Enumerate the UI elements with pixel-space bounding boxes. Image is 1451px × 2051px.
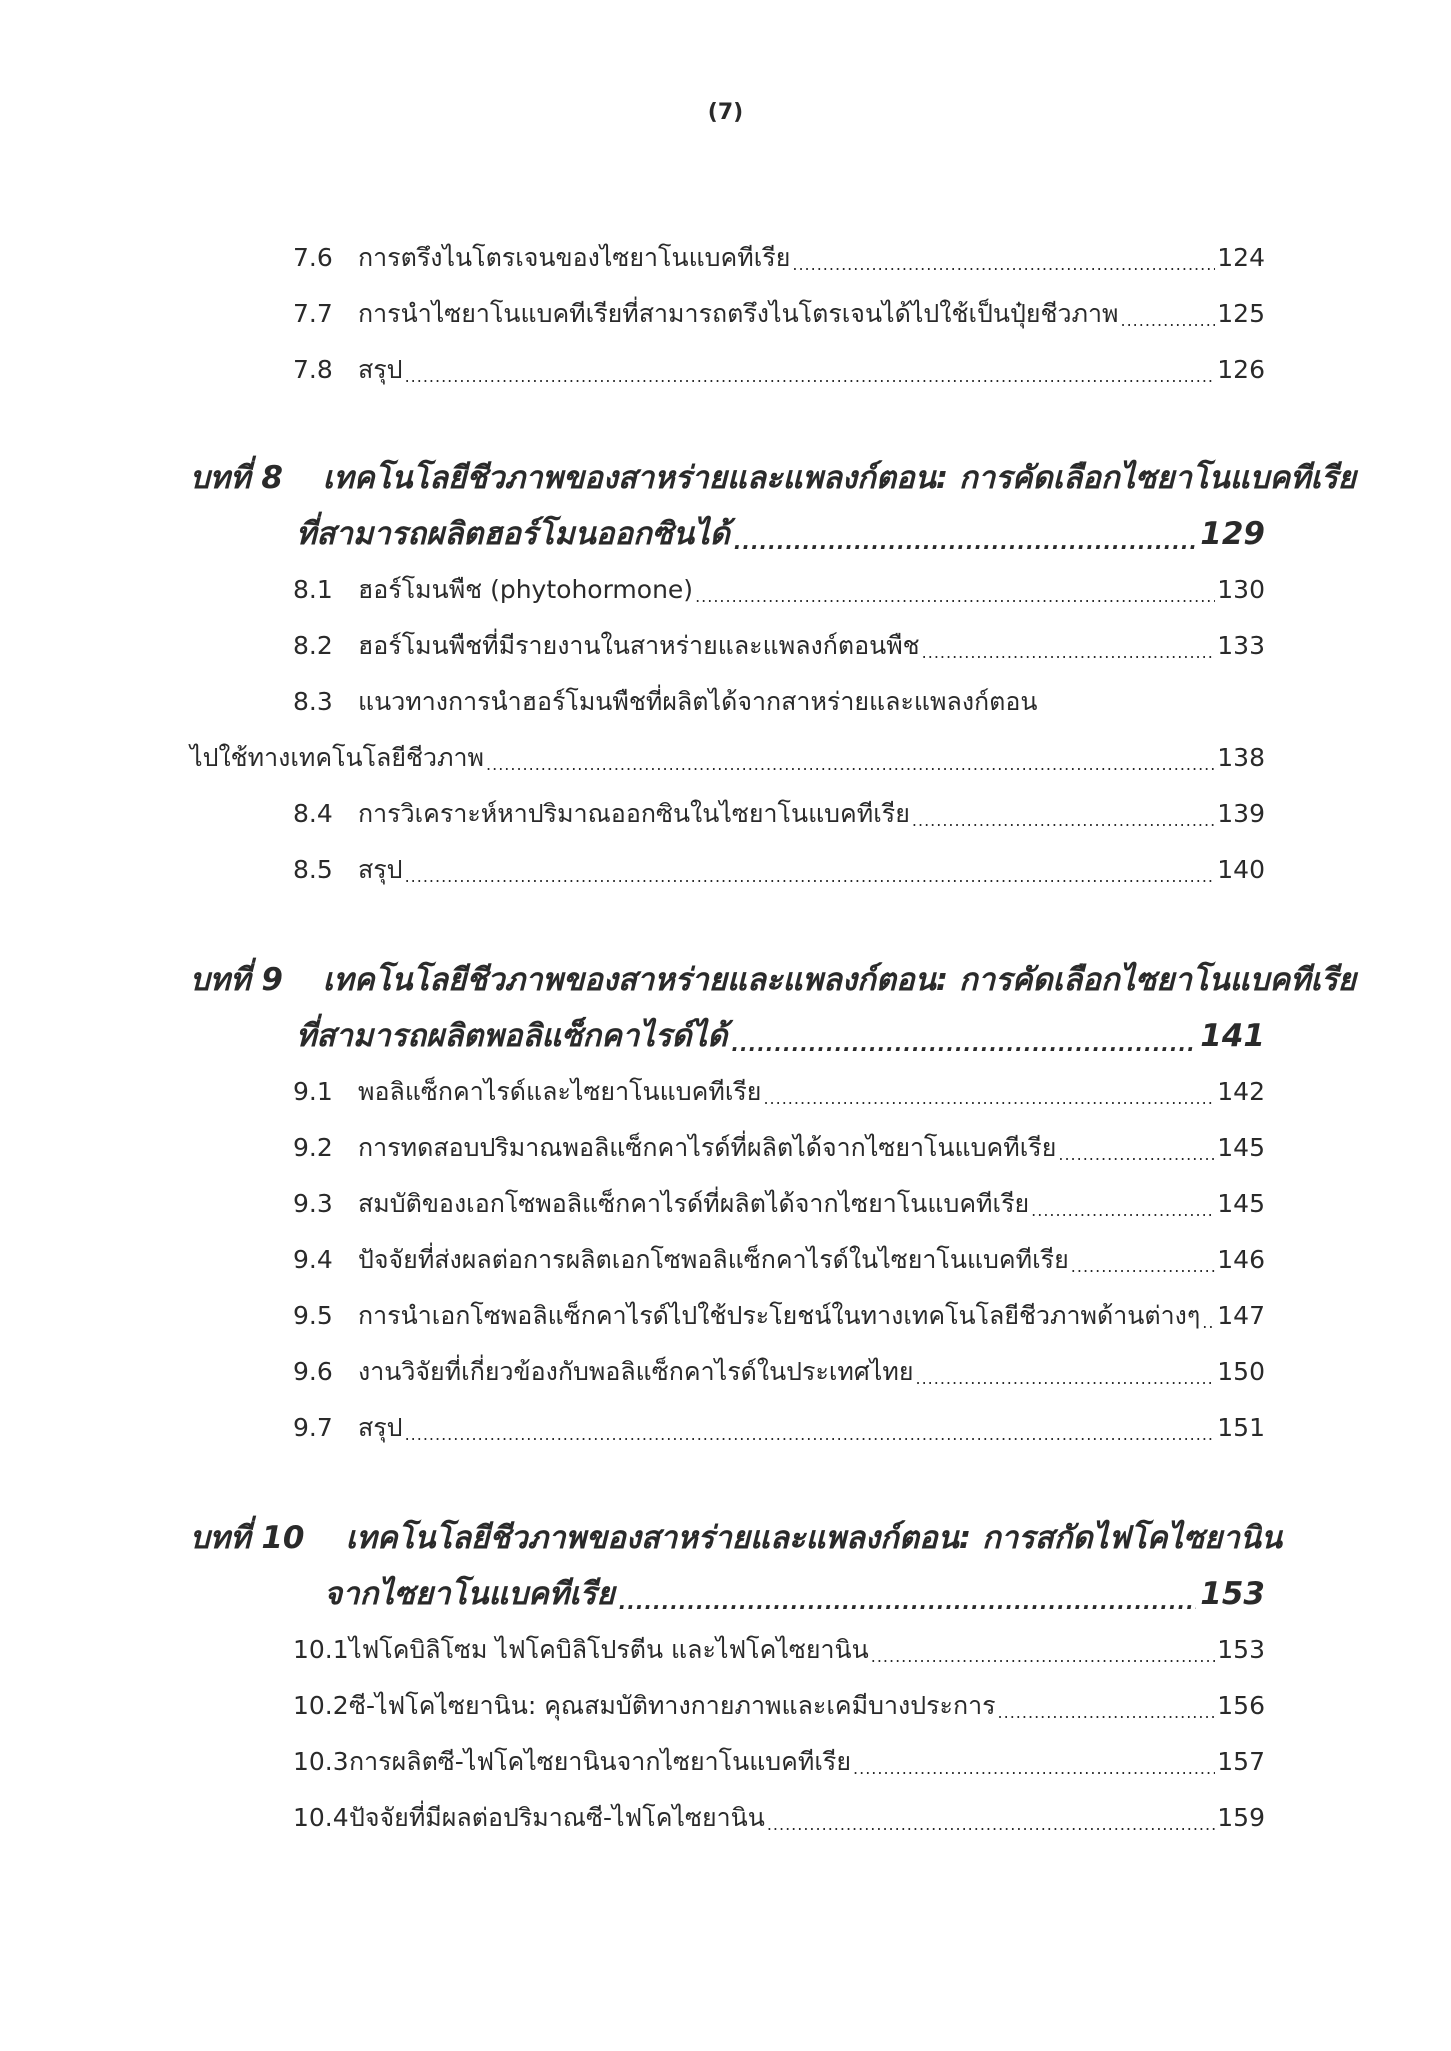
entry-number: 9.2	[293, 1133, 333, 1162]
entry-page: 146	[1217, 1245, 1265, 1274]
chapter-9-heading[interactable]	[190, 958, 1356, 1002]
entry-title: สมบัติของเอกโซพอลิแซ็กคาไรด์ที่ผลิตได้จากไซยาโนแบคทีเรีย	[358, 1189, 1030, 1218]
entry-number: 10.3	[293, 1747, 349, 1776]
toc-entry-10-4[interactable]	[190, 1800, 1265, 1836]
entry-title: การวิเคราะห์หาปริมาณออกซินในไซยาโนแบคทีเรีย	[358, 799, 910, 828]
toc-entry-8-4[interactable]	[190, 796, 1265, 832]
chapter-page: 141	[1200, 1018, 1265, 1054]
entry-title: สรุป	[358, 355, 403, 384]
entry-page: 140	[1217, 855, 1265, 884]
entry-page: 142	[1217, 1077, 1265, 1106]
entry-title: สรุป	[358, 855, 403, 884]
entry-number: 8.1	[293, 575, 333, 604]
dot-leader	[1071, 1242, 1216, 1278]
toc-entry-7-7[interactable]	[190, 296, 1265, 332]
chapter-label: บทที่ 9	[190, 962, 283, 998]
toc-entry-8-3[interactable]	[190, 684, 1265, 720]
entry-page: 157	[1217, 1747, 1265, 1776]
dot-leader	[405, 352, 1216, 388]
chapter-title-cont: ที่สามารถผลิตฮอร์โมนออกซินได้	[296, 516, 730, 552]
dot-leader	[731, 1014, 1196, 1058]
chapter-title: เทคโนโลยีชีวภาพของสาหร่ายและแพลงก์ตอน: การคัดเลือกไซยาโนแบคทีเรีย	[322, 962, 1356, 998]
dot-leader	[1031, 1186, 1215, 1222]
entry-title: ฮอร์โมนพืช (phytohormone)	[358, 575, 694, 604]
toc-entry-9-5[interactable]	[190, 1298, 1265, 1334]
entry-page: 130	[1217, 575, 1265, 604]
toc-entry-10-3[interactable]	[190, 1744, 1265, 1780]
dot-leader	[998, 1688, 1216, 1724]
toc-entry-9-4[interactable]	[190, 1242, 1265, 1278]
entry-number: 9.5	[293, 1301, 333, 1330]
toc-entry-9-1[interactable]	[190, 1074, 1265, 1110]
toc-entry-9-3[interactable]	[190, 1186, 1265, 1222]
toc-entry-8-1[interactable]	[190, 572, 1265, 608]
entry-number: 7.6	[293, 243, 333, 272]
entry-page: 145	[1217, 1189, 1265, 1218]
entry-page: 126	[1217, 355, 1265, 384]
entry-page: 151	[1217, 1413, 1265, 1442]
dot-leader	[767, 1800, 1215, 1836]
entry-number: 9.7	[293, 1413, 333, 1442]
toc-entry-8-2[interactable]	[190, 628, 1265, 664]
chapter-title: เทคโนโลยีชีวภาพของสาหร่ายและแพลงก์ตอน: การสกัดไฟโคไซยานิน	[345, 1520, 1283, 1556]
entry-title: การนำไซยาโนแบคทีเรียที่สามารถตรึงไนโตรเจนได้ไปใช้เป็นปุ๋ยชีวภาพ	[358, 299, 1119, 328]
dot-leader	[792, 240, 1215, 276]
entry-number: 10.4	[293, 1803, 349, 1832]
entry-title: การผลิตซี-ไฟโคไซยานินจากไซยาโนแบคทีเรีย	[349, 1747, 852, 1776]
toc-entry-7-8[interactable]	[190, 352, 1265, 388]
entry-title: ไฟโคบิลิโซม ไฟโคบิลิโปรตีน และไฟโคไซยานิน	[349, 1635, 869, 1664]
toc-entry-7-6[interactable]	[190, 240, 1265, 276]
chapter-10-heading-line2[interactable]	[190, 1572, 1265, 1616]
entry-number: 9.3	[293, 1189, 333, 1218]
entry-title: พอลิแซ็กคาไรด์และไซยาโนแบคทีเรีย	[358, 1077, 762, 1106]
toc-entry-10-1[interactable]	[190, 1632, 1265, 1668]
chapter-label: บทที่ 10	[190, 1520, 305, 1556]
entry-page: 138	[1217, 743, 1265, 772]
entry-title: ปัจจัยที่ส่งผลต่อการผลิตเอกโซพอลิแซ็กคาไรด์ในไซยาโนแบคทีเรีย	[358, 1245, 1069, 1274]
entry-title: งานวิจัยที่เกี่ยวข้องกับพอลิแซ็กคาไรด์ในประเทศไทย	[358, 1357, 914, 1386]
chapter-8-heading-line2[interactable]	[190, 512, 1265, 556]
dot-leader	[734, 512, 1197, 556]
dot-leader	[1202, 1298, 1215, 1334]
entry-number: 10.1	[293, 1635, 349, 1664]
entry-number: 8.4	[293, 799, 333, 828]
entry-title: การตรึงไนโตรเจนของไซยาโนแบคทีเรีย	[358, 243, 791, 272]
entry-title: สรุป	[358, 1413, 403, 1442]
entry-page: 139	[1217, 799, 1265, 828]
entry-title: ซี-ไฟโคไซยานิน: คุณสมบัติทางกายภาพและเคมีบางประการ	[349, 1691, 996, 1720]
entry-page: 150	[1217, 1357, 1265, 1386]
entry-number: 7.8	[293, 355, 333, 384]
dot-leader	[763, 1074, 1215, 1110]
dot-leader	[922, 628, 1216, 664]
chapter-page: 153	[1200, 1576, 1265, 1612]
page-number: (7)	[707, 100, 744, 125]
dot-leader	[695, 572, 1215, 608]
dot-leader	[853, 1744, 1215, 1780]
entry-number: 9.4	[293, 1245, 333, 1274]
entry-number: 8.3	[293, 687, 333, 716]
dot-leader	[1121, 296, 1216, 332]
dot-leader	[912, 796, 1215, 832]
entry-title-cont: ไปใช้ทางเทคโนโลยีชีวภาพ	[190, 743, 485, 772]
entry-title: การนำเอกโซพอลิแซ็กคาไรด์ไปใช้ประโยชน์ในทางเทคโนโลยีชีวภาพด้านต่างๆ	[358, 1301, 1201, 1330]
chapter-9-heading-line2[interactable]	[190, 1014, 1265, 1058]
entry-page: 159	[1217, 1803, 1265, 1832]
chapter-title-cont: ที่สามารถผลิตพอลิแซ็กคาไรด์ได้	[296, 1018, 728, 1054]
toc-entry-9-7[interactable]	[190, 1410, 1265, 1446]
entry-page: 124	[1217, 243, 1265, 272]
entry-page: 145	[1217, 1133, 1265, 1162]
chapter-title-cont: จากไซยาโนแบคทีเรีย	[324, 1576, 615, 1612]
entry-page: 156	[1217, 1691, 1265, 1720]
entry-title: ปัจจัยที่มีผลต่อปริมาณซี-ไฟโคไซยานิน	[349, 1803, 765, 1832]
entry-number: 8.5	[293, 855, 333, 884]
toc-entry-9-2[interactable]	[190, 1130, 1265, 1166]
dot-leader	[619, 1572, 1197, 1616]
entry-title: ฮอร์โมนพืชที่มีรายงานในสาหร่ายและแพลงก์ตอนพืช	[358, 631, 920, 660]
dot-leader	[871, 1632, 1216, 1668]
entry-page: 125	[1217, 299, 1265, 328]
toc-entry-8-5[interactable]	[190, 852, 1265, 888]
dot-leader	[405, 1410, 1216, 1446]
entry-number: 7.7	[293, 299, 333, 328]
dot-leader	[405, 852, 1216, 888]
toc-entry-9-6[interactable]	[190, 1354, 1265, 1390]
toc-entry-8-3-cont[interactable]	[190, 740, 1265, 776]
chapter-label: บทที่ 8	[190, 460, 283, 496]
entry-title: แนวทางการนำฮอร์โมนพืชที่ผลิตได้จากสาหร่ายและแพลงก์ตอน	[358, 687, 1038, 716]
entry-number: 9.1	[293, 1077, 333, 1106]
chapter-10-heading[interactable]	[190, 1516, 1283, 1560]
entry-number: 8.2	[293, 631, 333, 660]
entry-number: 9.6	[293, 1357, 333, 1386]
dot-leader	[915, 1354, 1215, 1390]
dot-leader	[1058, 1130, 1215, 1166]
entry-page: 153	[1217, 1635, 1265, 1664]
chapter-title: เทคโนโลยีชีวภาพของสาหร่ายและแพลงก์ตอน: การคัดเลือกไซยาโนแบคทีเรีย	[322, 460, 1356, 496]
toc-entry-10-2[interactable]	[190, 1688, 1265, 1724]
dot-leader	[486, 740, 1215, 776]
entry-number: 10.2	[293, 1691, 349, 1720]
entry-page: 133	[1217, 631, 1265, 660]
entry-title: การทดสอบปริมาณพอลิแซ็กคาไรด์ที่ผลิตได้จากไซยาโนแบคทีเรีย	[358, 1133, 1057, 1162]
chapter-8-heading[interactable]	[190, 456, 1356, 500]
chapter-page: 129	[1200, 516, 1265, 552]
entry-page: 147	[1217, 1301, 1265, 1330]
